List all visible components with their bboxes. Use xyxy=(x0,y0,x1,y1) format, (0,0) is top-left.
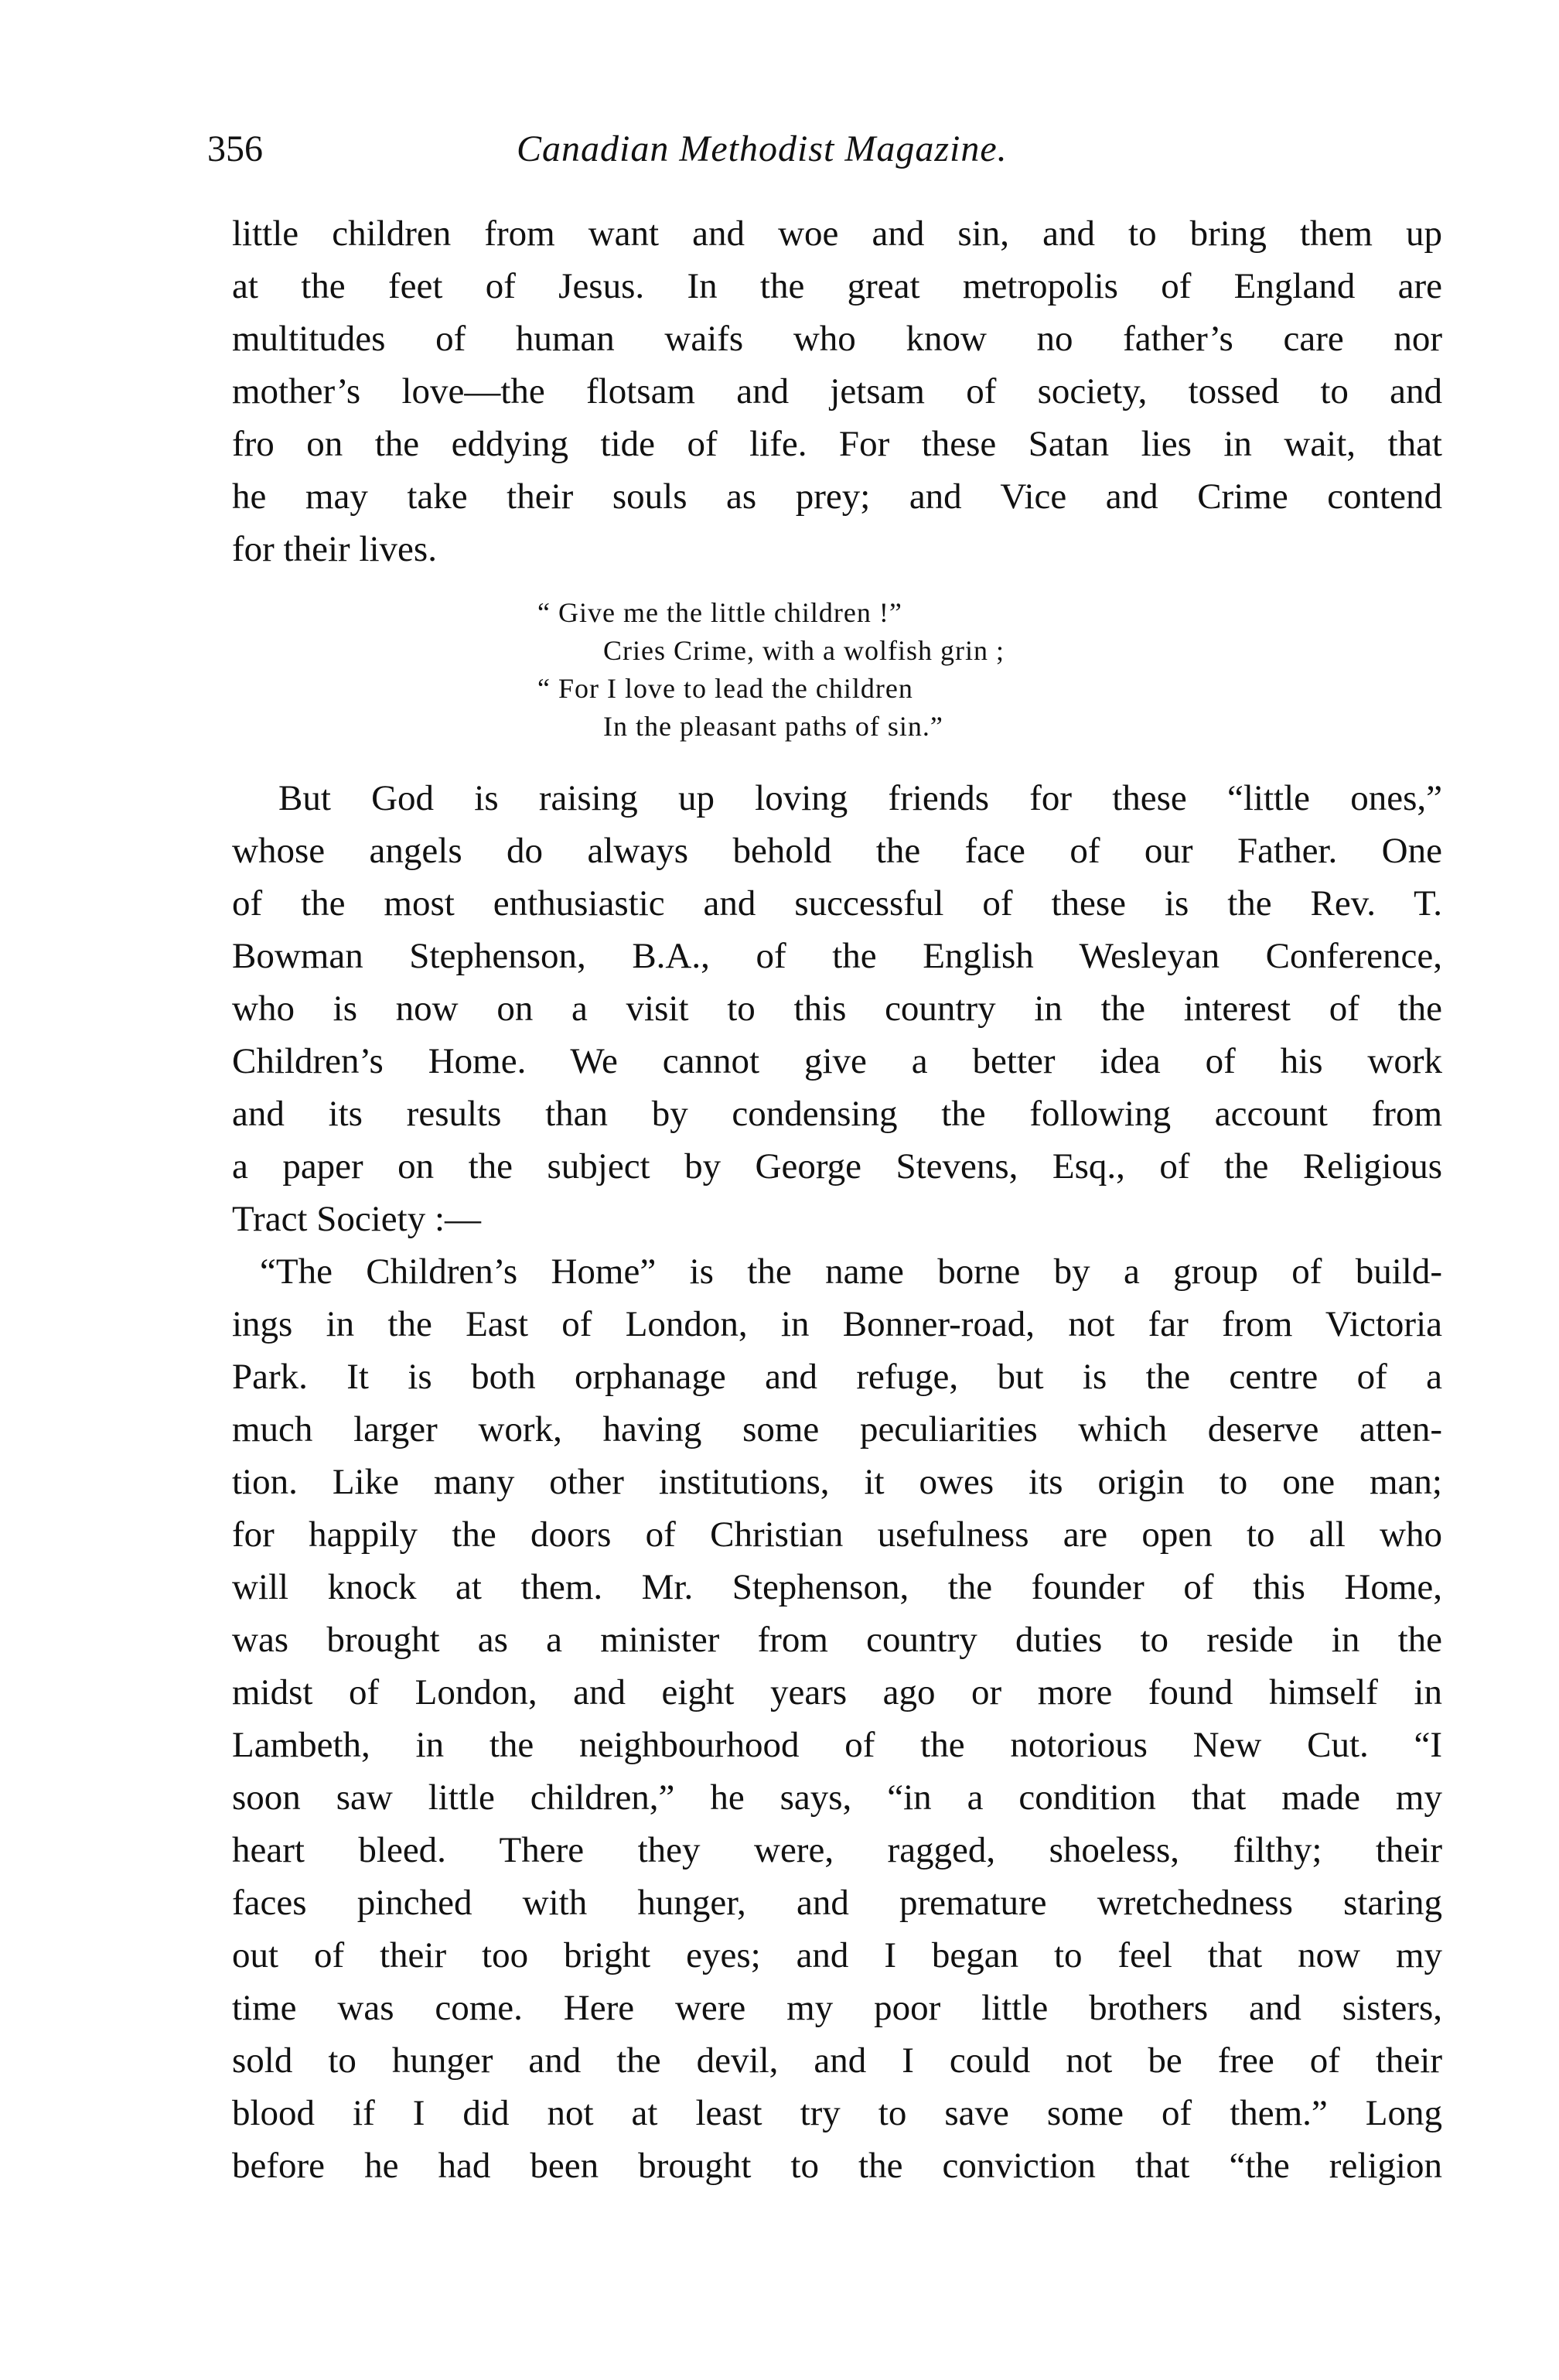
text-line: faces pinched with hunger, and premature wretchedness staring xyxy=(232,1883,1442,1923)
text-line: soon saw little children,” he says, “in a condition that made my xyxy=(232,1777,1442,1818)
verse-line: “ Give me the little children !” xyxy=(537,597,902,628)
text-line: midst of London, and eight years ago or more found himself in xyxy=(232,1672,1442,1712)
text-line: But God is raising up loving friends for these “little ones,” xyxy=(278,778,1442,818)
page-header xyxy=(207,122,1445,176)
paragraph-2 xyxy=(232,772,1442,1245)
text-line: Bowman Stephenson, B.A., of the English Wesleyan Conference, xyxy=(232,936,1442,976)
text-line: time was come. Here were my poor little brothers and sisters, xyxy=(232,1988,1442,2028)
text-line: mother’s love—the flotsam and jetsam of society, tossed to and xyxy=(232,371,1442,411)
text-line: multitudes of human waifs who know no father’s care nor xyxy=(232,319,1442,359)
text-line: out of their too bright eyes; and I began to feel that now my xyxy=(232,1935,1442,1975)
text-line: ings in the East of London, in Bonner-road, not far from Victoria xyxy=(232,1304,1442,1344)
text-line: Children’s Home. We cannot give a better idea of his work xyxy=(232,1041,1442,1081)
text-line: heart bleed. There they were, ragged, shoeless, filthy; their xyxy=(232,1830,1442,1870)
text-line: much larger work, having some peculiarities which deserve atten- xyxy=(232,1409,1442,1450)
text-line: little children from want and woe and sin, and to bring them up xyxy=(232,213,1442,254)
paragraph-3 xyxy=(232,1245,1442,2192)
text-line: tion. Like many other institutions, it owes its origin to one man; xyxy=(232,1462,1442,1502)
verse-quotation xyxy=(232,594,1442,746)
text-line: a paper on the subject by George Stevens, Esq., of the Religious xyxy=(232,1146,1442,1187)
text-line: “The Children’s Home” is the name borne by a group of build- xyxy=(260,1251,1442,1292)
text-line: and its results than by condensing the following account from xyxy=(232,1094,1442,1134)
text-line: whose angels do always behold the face of our Father. One xyxy=(232,831,1442,871)
text-line: was brought as a minister from country duties to reside in the xyxy=(232,1620,1442,1660)
verse-line: In the pleasant paths of sin.” xyxy=(603,711,943,742)
verse-line: Cries Crime, with a wolfish grin ; xyxy=(603,635,1005,666)
text-line: Park. It is both orphanage and refuge, but is the centre of a xyxy=(232,1357,1442,1397)
text-line: blood if I did not at least try to save some of them.” Long xyxy=(232,2093,1442,2133)
text-line: of the most enthusiastic and successful of these is the Rev. T. xyxy=(232,883,1442,924)
text-line: will knock at them. Mr. Stephenson, the founder of this Home, xyxy=(232,1567,1442,1607)
text-line: who is now on a visit to this country in the interest of the xyxy=(232,989,1442,1029)
text-line: for happily the doors of Christian usefulness are open to all who xyxy=(232,1514,1442,1555)
text-line: for their lives. xyxy=(232,529,437,569)
text-line: before he had been brought to the conviction that “the religion xyxy=(232,2146,1442,2186)
text-line: Lambeth, in the neighbourhood of the notorious New Cut. “I xyxy=(232,1725,1442,1765)
text-line: sold to hunger and the devil, and I could not be free of their xyxy=(232,2040,1442,2081)
text-line: Tract Society :— xyxy=(232,1199,482,1239)
text-line: fro on the eddying tide of life. For these Satan lies in wait, that xyxy=(232,424,1442,464)
text-line: he may take their souls as prey; and Vice and Crime contend xyxy=(232,476,1442,517)
page-number: 356 xyxy=(207,128,263,169)
text-line: at the feet of Jesus. In the great metropolis of England are xyxy=(232,266,1442,306)
running-title: Canadian Methodist Magazine. xyxy=(517,128,1008,169)
paragraph-1 xyxy=(232,207,1442,575)
verse-line: “ For I love to lead the children xyxy=(537,673,913,704)
text-column xyxy=(232,207,1442,2192)
